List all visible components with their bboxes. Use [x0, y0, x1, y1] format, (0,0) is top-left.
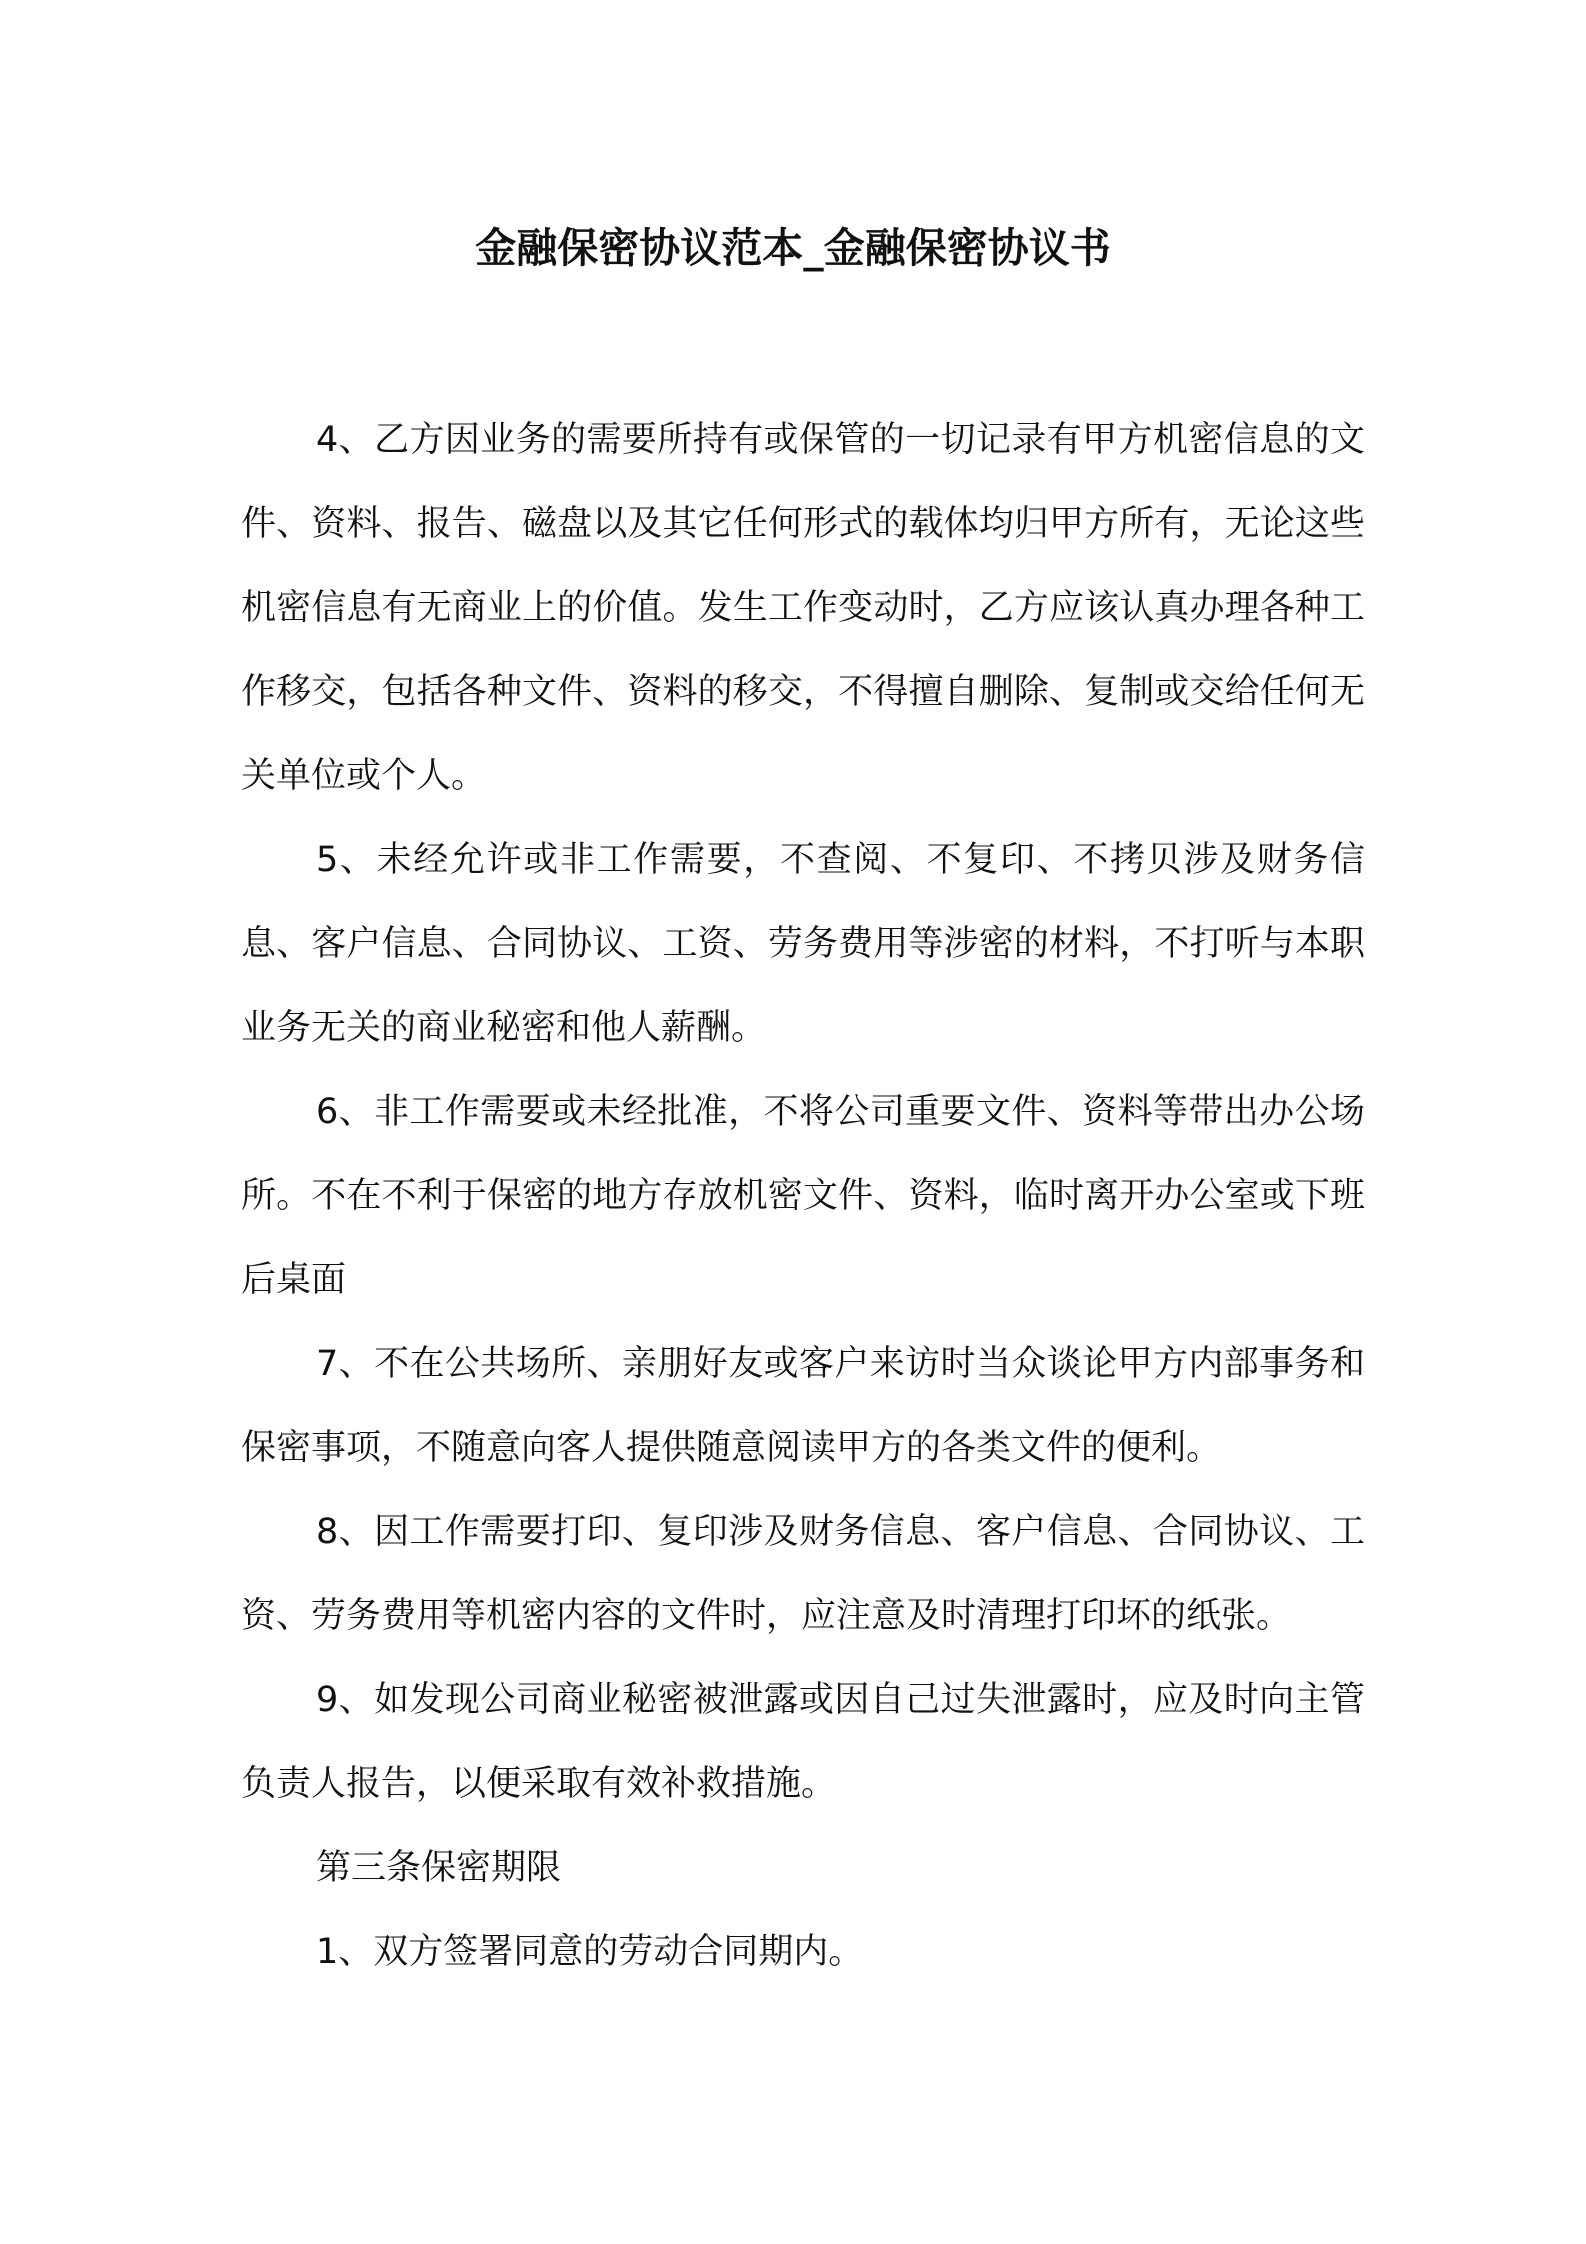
page-title: 金融保密协议范本_金融保密协议书: [475, 224, 1111, 272]
paragraph-clause-8: 8、因工作需要打印、复印涉及财务信息、客户信息、合同协议、工资、劳务费用等机密内容的文件时，应注意及时清理打印坏的纸张。: [241, 1512, 1365, 1636]
paragraph-clause-7: 7、不在公共场所、亲朋好友或客户来访时当众谈论甲方内部事务和保密事项，不随意向客人提供随意阅读甲方的各类文件的便利。: [241, 1344, 1365, 1468]
paragraph-clause-6: 6、非工作需要或未经批准，不将公司重要文件、资料等带出办公场所。不在不利于保密的地方存放机密文件、资料，临时离开办公室或下班后桌面: [241, 1092, 1365, 1300]
paragraph-clause-4: 4、乙方因业务的需要所持有或保管的一切记录有甲方机密信息的文件、资料、报告、磁盘以及其它任何形式的载体均归甲方所有，无论这些机密信息有无商业上的价值。发生工作变动时，乙方应该认真办理各种工作移交，包括各种文件、资料的移交，不得擅自删除、复制或交给任何无关单位或个人。: [241, 420, 1365, 796]
document-body: [241, 398, 1365, 1994]
section-heading-confidentiality-term: 第三条保密期限: [316, 1848, 562, 1888]
paragraph-clause-5: 5、未经允许或非工作需要，不查阅、不复印、不拷贝涉及财务信息、客户信息、合同协议、工资、劳务费用等涉密的材料，不打听与本职业务无关的商业秘密和他人薪酬。: [241, 840, 1365, 1048]
paragraph-clause-9: 9、如发现公司商业秘密被泄露或因自己过失泄露时，应及时向主管负责人报告，以便采取有效补救措施。: [241, 1680, 1365, 1804]
paragraph-term-1: 1、双方签署同意的劳动合同期内。: [316, 1932, 864, 1972]
